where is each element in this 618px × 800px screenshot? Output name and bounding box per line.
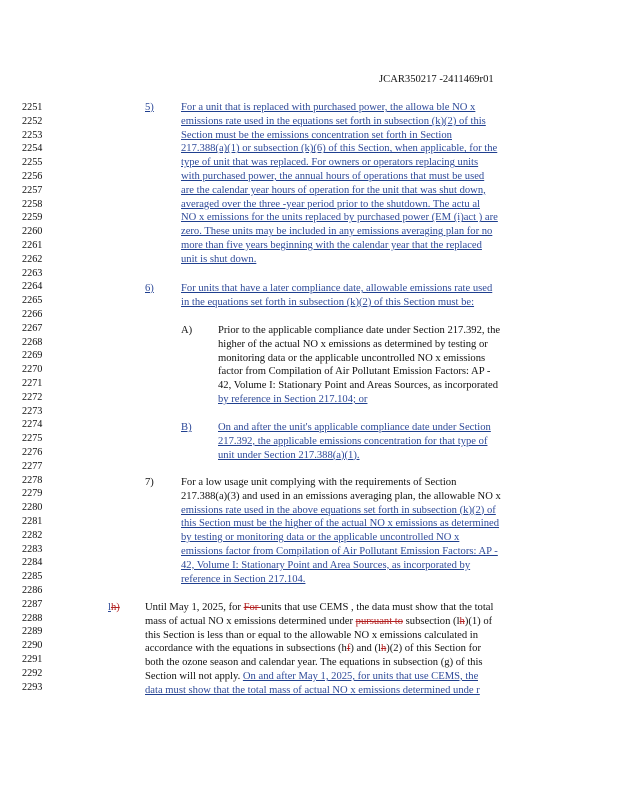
item-marker-a: A)	[181, 325, 193, 336]
line-number: 2285	[22, 571, 43, 583]
item-marker-5: 5)	[145, 102, 154, 113]
pA-line: higher of the actual NO x emissions as determined by testing or	[218, 338, 488, 350]
line-number: 2286	[22, 585, 43, 596]
p5-line: NO x emissions for the units replaced by purchased power (EM (i)act ) are	[181, 212, 498, 224]
paragraph-h-line: accordance with the equations in subsections (hf) and (lh)(2) of this Section for	[145, 643, 481, 654]
line-number: 2290	[22, 640, 43, 652]
line-number: 2262	[22, 253, 43, 265]
p5-line: type of unit that was replaced. For owners or operators replacing units	[181, 157, 479, 169]
p7-line: emissions rate used in the above equations set forth in subsection (k)(2) of	[181, 504, 496, 516]
p6-line: For units that have a later compliance date, allowable emissions rate used	[181, 283, 493, 294]
p5-line: emissions rate used in the equations set forth in subsection (k)(2) of this	[181, 115, 486, 127]
line-number: 2255	[22, 157, 43, 169]
item-marker-6: 6)	[145, 283, 154, 294]
line-number: 2259	[22, 212, 43, 224]
line-number: 2274	[22, 419, 43, 431]
line-number: 2265	[22, 295, 43, 307]
document-header: JCAR350217 -2411469r01	[379, 74, 494, 85]
line-number: 2251	[22, 102, 43, 113]
p5-line: zero. These units may be included in any emissions averaging plan for no	[181, 226, 493, 238]
pB-line: unit under Section 217.388(a)(1).	[218, 449, 360, 461]
p6-line: in the equations set forth in subsection (k)(2) of this Section must be:	[181, 296, 475, 308]
item-marker-b: B)	[181, 422, 192, 433]
line-number: 2293	[22, 681, 43, 693]
line-number: 2289	[22, 626, 43, 638]
p5-line: unit is shut down.	[181, 253, 257, 265]
line-number: 2282	[22, 529, 43, 541]
line-number: 2288	[22, 612, 43, 624]
paragraph-h-line: both the ozone season and calendar year. The equations in subsection (g) of this	[145, 657, 483, 668]
line-number: 2287	[22, 598, 43, 610]
line-number: 2276	[22, 447, 43, 458]
p5-line: Section must be the emissions concentration set forth in Section	[181, 129, 452, 141]
p7-line: this Section must be the higher of the actual NO x emissions as determined	[181, 518, 500, 530]
p7-line: by testing or monitoring data or the applicable uncontrolled NO x	[181, 532, 460, 544]
line-number: 2278	[22, 474, 43, 486]
p5-line: averaged over the three -year period prior to the shutdown. The actu al	[181, 198, 480, 210]
line-number: 2261	[22, 240, 43, 251]
line-number: 2270	[22, 364, 43, 376]
item-marker-7: 7)	[145, 477, 154, 488]
line-number: 2258	[22, 198, 43, 210]
pB-line: On and after the unit's applicable compliance date under Section	[218, 422, 491, 433]
pA-line: by reference in Section 217.104; or	[218, 394, 368, 405]
pA-line: Prior to the applicable compliance date under Section 217.392, the	[218, 325, 501, 336]
paragraph-h-line: mass of actual NO x emissions determined under pursuant to subsection (lh)(1) of	[145, 616, 493, 627]
pB-line: 217.392, the applicable emissions concentration for that type of	[218, 435, 488, 447]
p5-line: For a unit that is replaced with purchased power, the allowa ble NO x	[181, 102, 476, 113]
line-number: 2254	[22, 143, 43, 155]
line-number: 2267	[22, 322, 43, 334]
p5-line: more than five years beginning with the calendar year that the replaced	[181, 240, 482, 251]
p5-line: are the calendar year hours of operation for the unit that was shut down,	[181, 184, 486, 196]
p7-line: emissions factor from Compilation of Air Pollutant Emission Factors: AP -	[181, 546, 498, 557]
line-number: 2279	[22, 488, 43, 500]
line-number: 2280	[22, 502, 43, 514]
line-number: 2256	[22, 171, 43, 182]
pA-line: factor from Compilation of Air Pollutant Emission Factors: AP -	[218, 366, 491, 378]
p5-line: with purchased power, the annual hours of operations that must be used	[181, 171, 485, 182]
line-number: 2268	[22, 336, 43, 348]
line-number: 2292	[22, 667, 43, 679]
p7-line: 42, Volume I: Stationary Point and Area Sources, as incorporated by	[181, 559, 471, 571]
line-number: 2253	[22, 129, 43, 141]
p7-line: 217.388(a)(3) and used in an emissions averaging plan, the allowable NO x	[181, 490, 501, 502]
line-number: 2291	[22, 654, 43, 665]
line-number: 2252	[22, 115, 43, 127]
p7-line: reference in Section 217.104.	[181, 573, 306, 585]
line-number: 2264	[22, 281, 43, 293]
paragraph-h-line: this Section is less than or equal to the allowable NO x emissions calculated in	[145, 630, 479, 641]
line-number: 2257	[22, 184, 43, 196]
p5-line: 217.388(a)(1) or subsection (k)(6) of this Section, when applicable, for the	[181, 143, 498, 155]
line-number: 2277	[22, 460, 43, 472]
line-number: 2260	[22, 226, 43, 238]
line-number: 2273	[22, 405, 43, 417]
line-number: 2269	[22, 350, 43, 362]
line-number: 2271	[22, 378, 43, 389]
line-number: 2272	[22, 391, 43, 403]
paragraph-h-line: data must show that the total mass of actual NO x emissions determined unde r	[145, 685, 480, 696]
line-number: 2283	[22, 543, 43, 555]
pA-line: 42, Volume I: Stationary Point and Areas Sources, as incorporated	[218, 380, 498, 392]
paragraph-h-line: Section will not apply. On and after May 1, 2025, for units that use CEMS, the	[145, 671, 479, 682]
item-marker-h: lh)	[108, 602, 120, 613]
line-number: 2281	[22, 516, 43, 527]
line-number: 2266	[22, 309, 43, 320]
pA-line: monitoring data or the applicable uncontrolled NO x emissions	[218, 352, 486, 364]
paragraph-h-line: Until May 1, 2025, for For units that use CEMS , the data must show that the total	[145, 602, 494, 613]
line-number: 2275	[22, 433, 43, 445]
line-number: 2284	[22, 557, 43, 569]
p7-line: For a low usage unit complying with the requirements of Section	[181, 477, 457, 488]
line-number: 2263	[22, 267, 43, 279]
